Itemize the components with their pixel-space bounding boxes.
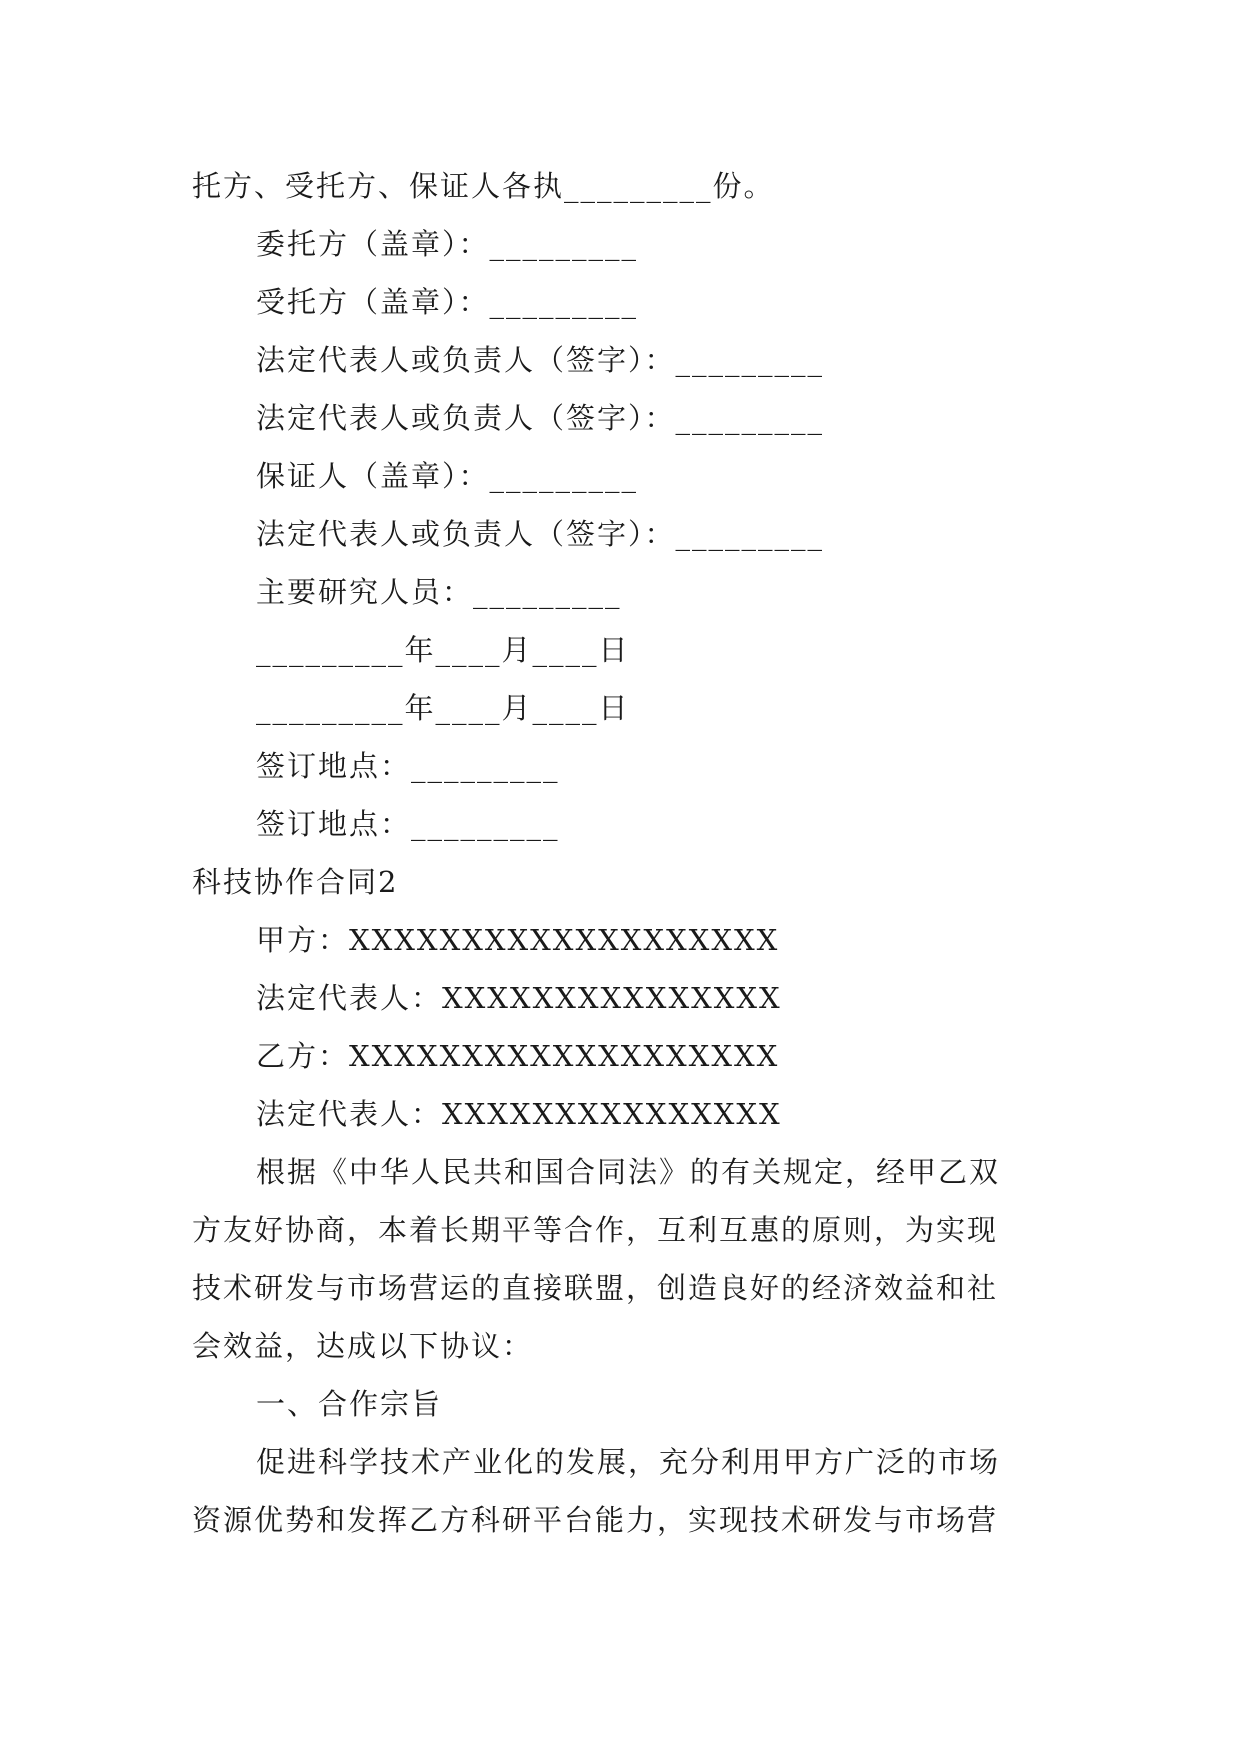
clause-body-line: 资源优势和发挥乙方科研平台能力，实现技术研发与市场营 — [192, 1503, 999, 1537]
party-b-line: 乙方：XXXXXXXXXXXXXXXXXXX — [256, 1039, 780, 1073]
date-line: _________年____月____日 — [256, 633, 630, 667]
clause-body-line: 促进科学技术产业化的发展，充分利用甲方广泛的市场 — [256, 1445, 1001, 1479]
party-a-line: 甲方：XXXXXXXXXXXXXXXXXXX — [256, 923, 780, 957]
preamble-line: 会效益，达成以下协议： — [192, 1329, 534, 1363]
legal-rep-signature-line: 法定代表人或负责人（签字）：_________ — [256, 343, 825, 377]
copies-clause-line: 托方、受托方、保证人各执_________份。 — [192, 169, 775, 203]
clause-heading: 一、合作宗旨 — [256, 1387, 443, 1421]
signing-place-line: 签订地点：_________ — [256, 807, 560, 841]
guarantor-seal-line: 保证人（盖章）：_________ — [256, 459, 639, 493]
party-a-legal-rep-line: 法定代表人：XXXXXXXXXXXXXXX — [256, 981, 782, 1015]
agent-seal-line: 受托方（盖章）：_________ — [256, 285, 639, 319]
preamble-line: 方友好协商，本着长期平等合作，互利互惠的原则，为实现 — [192, 1213, 999, 1247]
main-researchers-line: 主要研究人员：_________ — [256, 575, 622, 609]
legal-rep-signature-line: 法定代表人或负责人（签字）：_________ — [256, 517, 825, 551]
legal-rep-signature-line: 法定代表人或负责人（签字）：_________ — [256, 401, 825, 435]
date-line: _________年____月____日 — [256, 691, 630, 725]
preamble-line: 根据《中华人民共和国合同法》的有关规定，经甲乙双 — [256, 1155, 1001, 1189]
party-b-legal-rep-line: 法定代表人：XXXXXXXXXXXXXXX — [256, 1097, 782, 1131]
section-title: 科技协作合同2 — [192, 865, 399, 899]
signing-place-line: 签订地点：_________ — [256, 749, 560, 783]
principal-seal-line: 委托方（盖章）：_________ — [256, 227, 639, 261]
preamble-line: 技术研发与市场营运的直接联盟，创造良好的经济效益和社 — [192, 1271, 999, 1305]
